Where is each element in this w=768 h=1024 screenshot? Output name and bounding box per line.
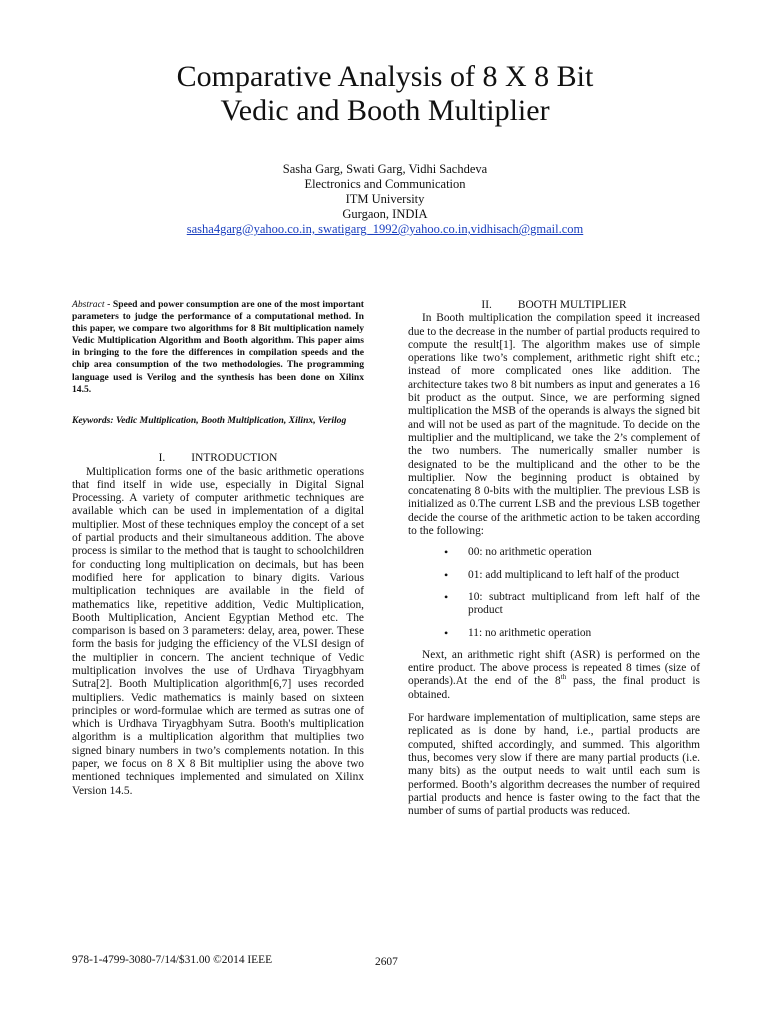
section-1-number: I. [158,452,166,465]
operation-text: 01: add multiplicand to left half of the product [468,568,680,581]
para2-after: pass, the final product is obtained. [408,675,700,701]
section-2-title: BOOTH MULTIPLIER [517,299,627,311]
abstract-text: - Speed and power consumption are one of the most important parameters to judge the performance of a computational method. In this paper, we compare two algorithms for 8 Bit multiplication namely Vedic Multiplication Algorithm and Booth algorithm. This paper aims in bringing to the fore the differences in compilation speeds and the chip area consumption of the two methodologies. The programming language used is Verilog and the synthesis has been done on Xilinx 14.5. [72,299,364,395]
section-1-title: INTRODUCTION [191,452,278,465]
author-department: Electronics and Communication [304,177,466,191]
booth-paragraph-2 [408,649,700,702]
author-university: ITM University [345,192,425,206]
list-item [408,569,700,582]
keywords-text: : Vedic Multiplication, Booth Multiplication, Xilinx, Verilog [110,414,347,426]
operation-text: 00: no arithmetic operation [468,546,592,559]
bullet-icon: • [444,625,449,640]
section-2-heading [408,299,700,312]
title-line-1: Comparative Analysis of 8 X 8 Bit [176,60,594,93]
bullet-icon: • [444,589,449,604]
para2-superscript: th [560,673,567,682]
booth-paragraph-1: In Booth multiplication the compilation speed it increased due to the decrease in the number of partial products required to compute the result[1]. The algorithm makes use of simple operations like two’s complement, arithmetic right shift etc.; instead of more complicated ones like addition. The architecture takes two 8 bit numbers as input and generates a 16 bit product as the output. Since, we are performing signed multiplication the MSB of the operands is always the signed bit and will not be used as part of the magnitude. To decide on the multiplier and the multiplicand, we take the 2’s complement of the two numbers. The numerically smaller number is designated to be the multiplicand and the other to be the multiplier. Now the beginning product is obtained by concatenating 8 0-bits with the multiplier. The previous LSB is initialized as 0.The current LSB and the previous LSB together decide the course of the arithmetic action to be taken according to the following: [408,312,700,538]
page-number: 2607 [375,956,398,968]
email-links[interactable]: sasha4garg@yahoo.co.in, swatigarg_1992@yahoo.co.in,vidhisach@gmail.com [186,222,584,236]
section-2-number: II. [481,299,492,311]
abstract [72,299,364,396]
title-line-2: Vedic and Booth Multiplier [220,94,550,127]
section-1-heading [72,452,364,465]
abstract-label: Abstract [72,299,105,310]
booth-operations-list [408,546,700,639]
operation-text: 11: no arithmetic operation [468,626,592,639]
right-column [408,299,700,818]
list-item [408,591,700,618]
list-item [408,546,700,559]
bullet-icon: • [444,545,449,560]
introduction-text: Multiplication forms one of the basic arithmetic operations that find itself in wide use, especially in Digital Signal Processing. A variety of computer arithmetic techniques are available which can be used in implementation of a digital multiplier. Most of these techniques employ the concept of a set of partial products and their simultaneous addition. The above process is similar to the method that is taught to schoolchildren for conducting long multiplication on decimals, but has been modified here for application to binary digits. Various multiplication techniques are available in the field of mathematics like, repetitive addition, Vedic Multiplication, Booth Multiplication, Ancient Egyptian Method etc. The comparison is based on 3 parameters: delay, area, power. These form the basis for judging the efficiency of the VLSI design of the multiplier in concern. The ancient technique of Vedic multiplication involves the use of Urdhava Tiryagbhyam Sutra[2]. Booth Multiplication algorithm[6,7] uses recorded multipliers. Vedic mathematics is mainly based on sixteen principles or word-formulae which are termed as sutras one of which is Urdhava Tiryagbhyam Sutra. Booth's multiplication algorithm is a multiplication algorithm that multiplies two signed binary numbers in two’s complements notation. In this paper, we focus on 8 X 8 Bit multiplier using the above two mentioned techniques implemented and simulated on Xilinx Version 14.5. [72,465,364,797]
author-names: Sasha Garg, Swati Garg, Vidhi Sachdeva [282,162,488,176]
author-emails [100,222,670,237]
author-location: Gurgaon, INDIA [342,207,428,221]
keywords [72,412,364,431]
author-block [100,162,670,237]
paper-title [60,60,710,128]
list-item [408,627,700,640]
keywords-label: Keywords [72,414,111,426]
left-column [72,299,364,798]
para2-before: Next, an arithmetic right shift (ASR) is performed on the entire product. The above process is repeated 8 times (size of operands).At the end of the 8 [408,648,700,688]
operation-text: 10: subtract multiplicand from left half of the product [468,590,700,617]
bullet-icon: • [444,567,449,582]
booth-paragraph-3: For hardware implementation of multiplication, same steps are replicated as is done by hand, i.e., partial products are computed, shifted accordingly, and summed. This algorithm thus, becomes very slow if there are many partial products (i.e. many bits) as the output needs to wait until each sum is performed. Booth’s algorithm decreases the number of required partial products and hence is faster owing to the fact that the number of sums of partial products was reduced. [408,712,700,818]
footer-isbn: 978-1-4799-3080-7/14/$31.00 ©2014 IEEE [72,954,273,966]
